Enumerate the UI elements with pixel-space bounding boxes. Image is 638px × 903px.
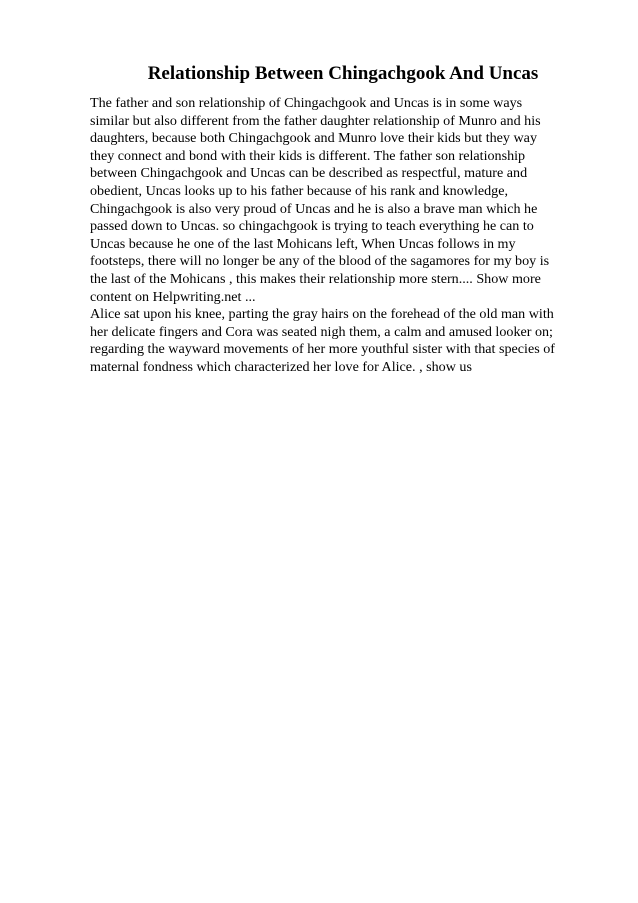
text-line: similar but also different from the father daughter relationship of Munro and his — [90, 112, 541, 129]
text-line: her delicate fingers and Cora was seated nigh them, a calm and amused looker on; — [90, 323, 553, 340]
text-line: content on Helpwriting.net ... — [90, 288, 256, 305]
text-line: obedient, Uncas looks up to his father because of his rank and knowledge, — [90, 182, 509, 199]
text-line: Uncas because he one of the last Mohicans left, When Uncas follows in my — [90, 235, 516, 252]
text-line: daughters, because both Chingachgook and Munro love their kids but they way — [90, 130, 537, 147]
text-line: The father and son relationship of Chingachgook and Uncas is in some ways — [90, 95, 523, 111]
text-line: footsteps, there will no longer be any of the blood of the sagamores for my boy is — [90, 253, 550, 270]
text-line: the last of the Mohicans , this makes their relationship more stern.... Show more — [90, 270, 541, 287]
document-body — [90, 95, 580, 377]
text-line: Alice sat upon his knee, parting the gray hairs on the forehead of the old man with — [90, 306, 554, 323]
document-title: Relationship Between Chingachgook And Uncas — [147, 63, 539, 84]
text-line: they connect and bond with their kids is different. The father son relationship — [90, 147, 526, 164]
text-line: passed down to Uncas. so chingachgook is trying to teach everything he can to — [90, 218, 534, 235]
text-line: regarding the wayward movements of her more youthful sister with that species of — [90, 341, 555, 358]
text-line: between Chingachgook and Uncas can be described as respectful, mature and — [90, 165, 528, 182]
text-line: Chingachgook is also very proud of Uncas and he is also a brave man which he — [90, 200, 538, 217]
text-line: maternal fondness which characterized her love for Alice. , show us — [90, 358, 472, 375]
